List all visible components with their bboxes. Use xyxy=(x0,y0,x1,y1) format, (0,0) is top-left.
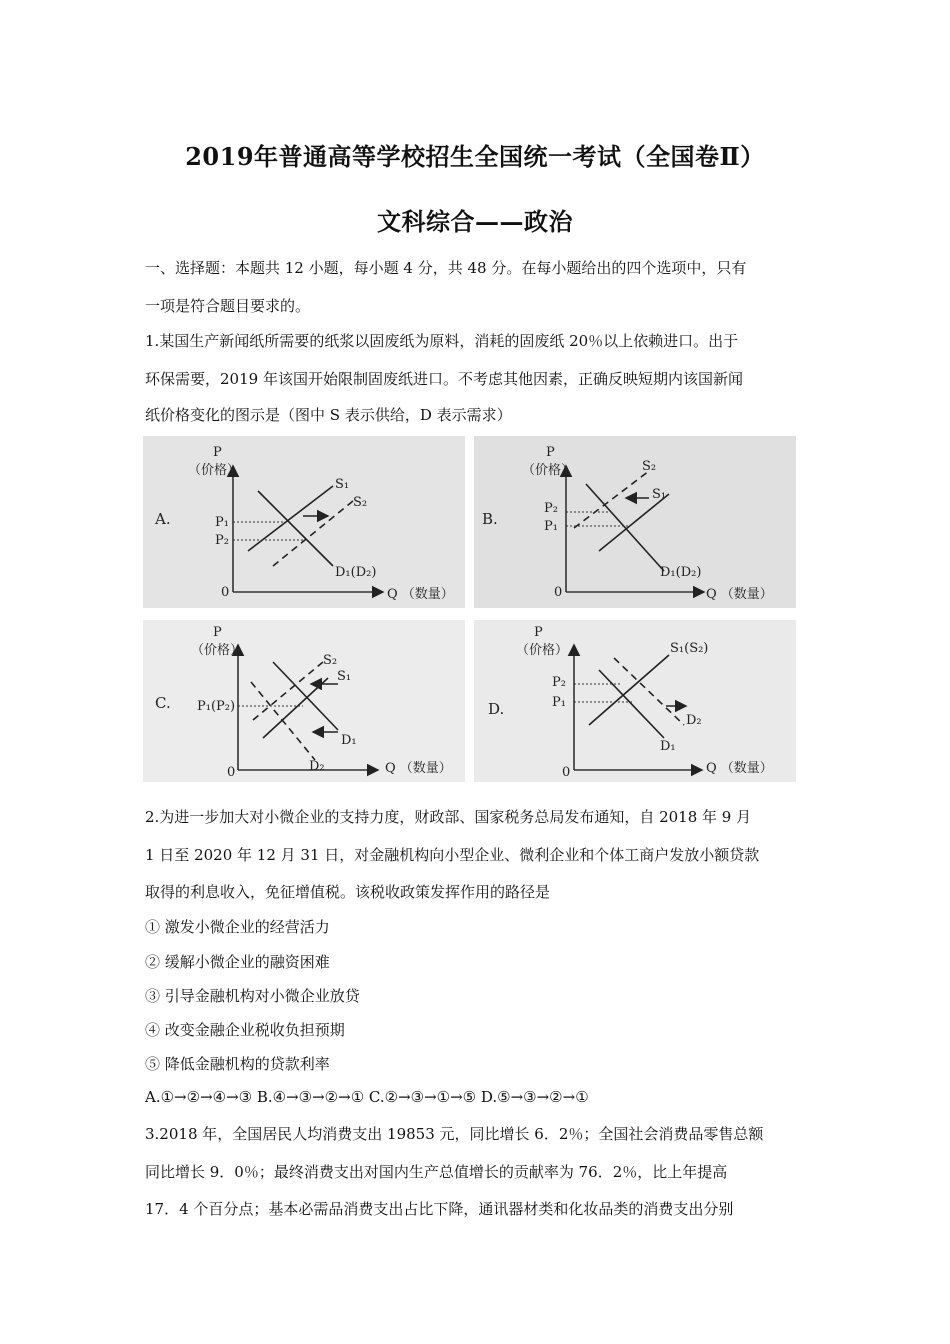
question-2-line-2: 1 日至 2020 年 12 月 31 日，对金融机构向小型企业、微利企业和个体工商户发放小额贷款 xyxy=(145,846,760,864)
s2-label: S₂ xyxy=(323,653,338,668)
axis-p-note: （价格） xyxy=(522,463,575,478)
axis-q-label: Q （数量） xyxy=(706,761,773,776)
figure-d xyxy=(474,620,796,782)
figure-c xyxy=(143,620,465,782)
question-2-item-4: ④ 改变金融企业税收负担预期 xyxy=(145,1021,345,1039)
s1-label: S₁ xyxy=(335,477,350,492)
exam-subtitle: 文科综合——政治 xyxy=(377,207,573,236)
d1-label: D₁ xyxy=(341,733,357,748)
d-label: D₁(D₂) xyxy=(660,565,702,580)
d2-label: D₂ xyxy=(686,713,702,728)
p-label: P₁(P₂) xyxy=(197,699,236,714)
figure-c-graph xyxy=(143,620,465,782)
p1-label: P₁ xyxy=(544,519,558,534)
demand-curve-d2 xyxy=(614,658,684,725)
d-label: D₁(D₂) xyxy=(335,565,377,580)
question-2-line-3: 取得的利息收入，免征增值税。该税收政策发挥作用的路径是 xyxy=(145,883,551,901)
d1-label: D₁ xyxy=(660,739,676,754)
supply-curve-s1 xyxy=(248,486,333,551)
axis-p-label: P xyxy=(213,445,222,460)
demand-curve-d1 xyxy=(599,670,664,738)
figure-b-graph xyxy=(474,436,778,608)
p1-label: P₁ xyxy=(552,695,566,710)
option-d-label: D. xyxy=(488,700,505,718)
axis-p-label: P xyxy=(213,625,222,640)
question-3-line-1: 3.2018 年，全国居民人均消费支出 19853 元，同比增长 6．2％；全国社会消费品零售总额 xyxy=(145,1125,764,1143)
p2-label: P₂ xyxy=(552,675,566,690)
question-2-item-3: ③ 引导金融机构对小微企业放贷 xyxy=(145,987,360,1005)
p2-label: P₂ xyxy=(544,501,558,516)
s1-label: S₁ xyxy=(652,487,667,502)
axis-p-label: P xyxy=(546,445,555,460)
section-intro-line-1: 一、选择题：本题共 12 小题，每小题 4 分，共 48 分。在每小题给出的四个选项中，只有 xyxy=(145,259,747,277)
p2-label: P₂ xyxy=(215,533,229,548)
demand-curve-d2 xyxy=(251,682,315,760)
section-intro-line-2: 一项是符合题目要求的。 xyxy=(145,297,311,315)
question-1-line-1: 1.某国生产新闻纸所需要的纸浆以固废纸为原料，消耗的固废纸 20％以上依赖进口。出于 xyxy=(145,332,739,350)
s1-label: S₁ xyxy=(337,669,352,684)
axis-q-label: Q （数量） xyxy=(385,761,452,776)
figure-a-graph xyxy=(143,436,465,608)
supply-curve-s1 xyxy=(263,678,328,738)
s2-label: S₂ xyxy=(353,495,368,510)
axis-p-note: （价格） xyxy=(516,643,569,658)
question-3-line-2: 同比增长 9．0％；最终消费支出对国内生产总值增长的贡献率为 76．2％，比上年提高 xyxy=(145,1163,728,1181)
question-2-line-1: 2.为进一步加大对小微企业的支持力度，财政部、国家税务总局发布通知，自 2018 年 9 月 xyxy=(145,808,752,826)
origin-label: 0 xyxy=(554,585,563,600)
supply-curve-s xyxy=(589,655,669,725)
p1-label: P₁ xyxy=(215,515,229,530)
option-c-label: C. xyxy=(155,694,171,712)
axis-p-note: （价格） xyxy=(188,463,241,478)
question-3-line-3: 17．4 个百分点；基本必需品消费支出占比下降，通讯器材类和化妆品类的消费支出分别 xyxy=(145,1200,734,1218)
axis-q-label: Q （数量） xyxy=(387,587,454,602)
figure-a xyxy=(143,436,465,608)
option-a-label: A. xyxy=(155,510,171,528)
origin-label: 0 xyxy=(221,585,230,600)
demand-curve-d1 xyxy=(258,491,333,566)
origin-label: 0 xyxy=(227,765,236,780)
question-1-line-2: 环保需要，2019 年该国开始限制固废纸进口。不考虑其他因素，正确反映短期内该国新闻 xyxy=(145,370,743,388)
s-label: S₁(S₂) xyxy=(670,641,709,656)
figure-d-graph xyxy=(474,620,778,782)
question-2-item-2: ② 缓解小微企业的融资困难 xyxy=(145,953,330,971)
origin-label: 0 xyxy=(562,765,571,780)
figure-b xyxy=(474,436,796,608)
exam-title: 2019年普通高等学校招生全国统一考试（全国卷Ⅱ） xyxy=(185,142,765,171)
option-b-label: B. xyxy=(482,510,498,528)
axis-p-label: P xyxy=(534,625,543,640)
s2-label: S₂ xyxy=(642,459,657,474)
d2-label: D₂ xyxy=(309,759,325,774)
supply-curve-s2 xyxy=(253,662,323,720)
axis-p-note: （价格） xyxy=(191,643,244,658)
question-1-line-3: 纸价格变化的图示是（图中 S 表示供给，D 表示需求） xyxy=(145,406,512,424)
question-2-options: A.①→②→④→③ B.④→③→②→① C.②→③→①→⑤ D.⑤→③→②→① xyxy=(145,1088,589,1106)
supply-curve-s2 xyxy=(273,501,353,566)
axis-q-label: Q （数量） xyxy=(706,587,773,602)
supply-curve-s1 xyxy=(599,494,669,551)
question-2-item-5: ⑤ 降低金融机构的贷款利率 xyxy=(145,1055,330,1073)
question-2-item-1: ① 激发小微企业的经营活力 xyxy=(145,918,330,936)
